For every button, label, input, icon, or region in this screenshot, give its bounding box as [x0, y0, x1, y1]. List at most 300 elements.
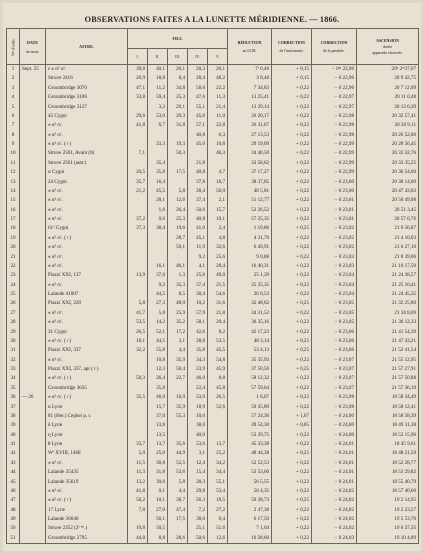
row-number: 41: [7, 440, 20, 449]
fil-1: 33,8: [128, 93, 148, 102]
row-date: [20, 440, 46, 449]
row-correction-instrument: + 0,22: [272, 168, 312, 177]
row-star: Lalande 35435: [46, 468, 128, 477]
fil-4: 25,1: [188, 524, 208, 533]
row-number: 28: [7, 318, 20, 327]
fil-2: 38,4: [148, 224, 168, 233]
table-row: [7, 346, 419, 355]
fil-1: [128, 206, 148, 215]
row-correction-pendule: − 0 24,00: [312, 431, 357, 440]
row-ascension: 18 49 31,38: [357, 421, 419, 430]
row-correction-instrument: + 0,25: [272, 365, 312, 374]
fil-3: 50,4: [168, 365, 188, 374]
row-ascension: 20 28 56,45: [357, 140, 419, 149]
fil-1: 5,8: [128, 299, 148, 308]
row-date: — 26: [20, 393, 46, 402]
observations-table: [6, 28, 419, 544]
row-ascension: 20 11 0,48: [357, 93, 419, 102]
fil-4: 42,6: [188, 328, 208, 337]
fil-5: 18,7: [208, 178, 228, 187]
fil-1: 47,1: [128, 84, 148, 93]
row-correction-instrument: + 0,22: [272, 271, 312, 280]
row-date: [20, 374, 46, 383]
header-correction-instrument: CORRECTION de l'instrument.: [272, 29, 312, 65]
row-correction-instrument: + 0,22: [272, 374, 312, 383]
fil-4: 28,4: [188, 74, 208, 83]
row-correction-pendule: − 0 24,02: [312, 487, 357, 496]
fil-5: 34,4: [208, 468, 228, 477]
fil-3: 3,1: [168, 337, 188, 346]
fil-2: 37,0: [148, 412, 168, 421]
row-star: ⁎ α² σ/.: [46, 253, 128, 262]
fil-3: 55,3: [168, 412, 188, 421]
row-date: [20, 421, 46, 430]
fil-1: 7,8: [128, 506, 148, 515]
row-star: δ Lyræ: [46, 421, 128, 430]
table-row: [7, 149, 419, 158]
table-row: [7, 131, 419, 140]
row-correction-instrument: + 0,22: [272, 253, 312, 262]
row-reduction: 10 28,60: [228, 534, 272, 544]
row-correction-pendule: − 0 24,02: [312, 515, 357, 524]
fil-5: 49,0: [208, 271, 228, 280]
row-correction-instrument: + 0,22: [272, 215, 312, 224]
row-correction-pendule: − 0 22,96: [312, 74, 357, 83]
row-ascension: 18 53 15,96: [357, 431, 419, 440]
header-fils: FILS.: [128, 29, 228, 49]
row-correction-instrument: + 0,22: [272, 103, 312, 112]
fil-3: 47,4: [168, 506, 188, 515]
row-ascension: 18 58 58,39: [357, 412, 419, 421]
table-row: [7, 309, 419, 318]
row-correction-pendule: − 0 23,04: [312, 281, 357, 290]
fil-2: 37,6: [148, 271, 168, 280]
table-row: [7, 253, 419, 262]
row-number: 46: [7, 487, 20, 496]
fil-1: 50,3: [128, 374, 148, 383]
fil-2: 12,3: [148, 365, 168, 374]
row-ascension: 20 33 32,76: [357, 149, 419, 158]
row-correction-instrument: + 0,85: [272, 421, 312, 430]
fil-1: [128, 253, 148, 262]
fil-1: 19,8: [128, 524, 148, 533]
row-star: ⁎ α² σ/.: [46, 356, 128, 365]
fil-2: 0,1: [148, 487, 168, 496]
row-date: [20, 290, 46, 299]
row-reduction: 56 5,55: [228, 478, 272, 487]
row-correction-pendule: − 0 23,04: [312, 290, 357, 299]
fil-2: 35,4: [148, 159, 168, 168]
row-reduction: 25 35,35: [228, 281, 272, 290]
row-reduction: 16 40,31: [228, 262, 272, 271]
row-number: 33: [7, 365, 20, 374]
table-row: [7, 487, 419, 496]
row-number: 11: [7, 159, 20, 168]
row-correction-instrument: + 0,22: [272, 384, 312, 393]
row-correction-instrument: + 0,22: [272, 149, 312, 158]
table-row: [7, 74, 419, 83]
fil-3: 44,9: [168, 449, 188, 458]
row-correction-pendule: − 0 23,03: [312, 253, 357, 262]
row-number: 6: [7, 112, 20, 121]
fil-2: 16,4: [148, 178, 168, 187]
row-date: [20, 206, 46, 215]
row-star: ⁎ α² σ/.: [46, 243, 128, 252]
row-ascension: 21 47 43,21: [357, 337, 419, 346]
table-row: [7, 468, 419, 477]
row-ascension: 18 48 21,50: [357, 449, 419, 458]
row-correction-pendule: − 0 22,98: [312, 121, 357, 130]
row-ascension: 21 57 27,91: [357, 365, 419, 374]
row-number: 42: [7, 449, 20, 458]
row-date: [20, 178, 46, 187]
row-correction-instrument: + 0,22: [272, 393, 312, 402]
row-correction-instrument: + 0,22: [272, 131, 312, 140]
row-correction-pendule: − 0 24,00: [312, 412, 357, 421]
row-date: [20, 328, 46, 337]
fil-5: 11,3: [208, 93, 228, 102]
row-star: Piazzi XXI, 337, apr (♀): [46, 365, 128, 374]
row-number: 45: [7, 478, 20, 487]
row-date: [20, 337, 46, 346]
header-reduction: RÉDUCTION au fil III.: [228, 29, 272, 65]
row-number: 44: [7, 468, 20, 477]
fil-4: 23,9: [188, 365, 208, 374]
fil-5: 51,6: [208, 524, 228, 533]
row-correction-pendule: − 0 22,98: [312, 131, 357, 140]
row-star: Struve 2416: [46, 74, 128, 83]
fil-3: [168, 253, 188, 262]
row-reduction: 42 17,23: [228, 328, 272, 337]
row-ascension: 21 32 25,80: [357, 299, 419, 308]
row-correction-pendule: − 0 23,01: [312, 196, 357, 205]
table-row: [7, 93, 419, 102]
row-star: 31 Cygni: [46, 328, 128, 337]
row-correction-pendule: − 0 24,02: [312, 506, 357, 515]
row-reduction: 26 8,53: [228, 290, 272, 299]
fil-5: 46,3: [208, 149, 228, 158]
row-star: Struve 2501 (autr.): [46, 159, 128, 168]
header-date: DATE du mois.: [20, 29, 46, 65]
fil-4: 22,4: [188, 384, 208, 393]
fil-4: 28,4: [188, 187, 208, 196]
fil-4: 58,6: [188, 84, 208, 93]
row-correction-pendule: − 0 24,03: [312, 534, 357, 544]
row-star: ⁎ α² σ/.: [46, 196, 128, 205]
fil-5: 12,6: [208, 534, 228, 544]
fil-4: 55,1: [188, 103, 208, 112]
fil-3: 35,2: [168, 318, 188, 327]
fil-4: 50,6: [188, 534, 208, 544]
row-reduction: 57 25,35: [228, 215, 272, 224]
row-reduction: 36 35,16: [228, 318, 272, 327]
row-star: ε ⁎ α² σ/.: [46, 65, 128, 75]
row-date: [20, 431, 46, 440]
table-row: [7, 299, 419, 308]
fil-3: 20,3: [168, 112, 188, 121]
fil-3: 8,4: [168, 74, 188, 83]
row-number: 47: [7, 496, 20, 505]
fil-1: [128, 281, 148, 290]
fil-4: 50,6: [188, 206, 208, 215]
fil-4: 21,8: [188, 159, 208, 168]
row-correction-instrument: + 0,22: [272, 309, 312, 318]
row-correction-instrument: + 0,22: [272, 159, 312, 168]
fil-4: 41,0: [188, 224, 208, 233]
fil-4: 29,8: [188, 487, 208, 496]
table-row: [7, 478, 419, 487]
row-date: [20, 121, 46, 130]
row-reduction: 59 35,89: [228, 403, 272, 412]
fil-2: 14,2: [148, 318, 168, 327]
fil-3: 35,3: [168, 281, 188, 290]
fil-2: 11,2: [148, 84, 168, 93]
fil-3: 5,8: [168, 187, 188, 196]
row-star: Groombridge 3635: [46, 384, 128, 393]
row-ascension: 19 5 53,70: [357, 515, 419, 524]
fil-1: 20,9: [128, 74, 148, 83]
fil-5: [208, 412, 228, 421]
row-date: [20, 487, 46, 496]
row-number: 2: [7, 74, 20, 83]
row-date: [20, 84, 46, 93]
row-correction-instrument: + 0,22: [272, 515, 312, 524]
row-star: ⁎ α² σ/.: [46, 281, 128, 290]
row-star: ⁎ α² σ/. (♀): [46, 496, 128, 505]
fil-2: 25,0: [148, 449, 168, 458]
row-correction-pendule: − 0 23,01: [312, 206, 357, 215]
row-correction-pendule: − 0 24,02: [312, 496, 357, 505]
row-ascension: 18 55 40,79: [357, 478, 419, 487]
header-num: Nᵒˢ d'ordre.: [7, 29, 20, 65]
fil-2: 45,5: [148, 187, 168, 196]
table-row: [7, 271, 419, 280]
row-star: ⁎ α² σ/.: [46, 187, 128, 196]
fil-4: 9,2: [188, 253, 208, 262]
fil-5: 45,9: [208, 365, 228, 374]
fil-3: [168, 524, 188, 533]
row-correction-instrument: + 0,25: [272, 496, 312, 505]
fil-2: 35,8: [148, 384, 168, 393]
row-reduction: 58 4,35: [228, 487, 272, 496]
fil-3: 34,8: [168, 84, 188, 93]
fil-1: 37,2: [128, 215, 148, 224]
fil-4: 12,4: [188, 459, 208, 468]
header-fil-4: IV.: [188, 49, 208, 65]
row-reduction: 38 37,85: [228, 178, 272, 187]
fil-3: 17,2: [168, 328, 188, 337]
row-reduction: 59 38,73: [228, 496, 272, 505]
row-correction-instrument: + 0,25: [272, 299, 312, 308]
fil-1: [128, 243, 148, 252]
fil-4: 10,0: [188, 412, 208, 421]
row-correction-pendule: − 0 23,98: [312, 393, 357, 402]
row-correction-instrument: + 0,15: [272, 74, 312, 83]
row-reduction: 53 39,75: [228, 431, 272, 440]
table-row: [7, 506, 419, 515]
row-correction-pendule: − 0 23,07: [312, 374, 357, 383]
fil-4: 40,8: [188, 131, 208, 140]
row-star: ⁎ α² σ/. (♀): [46, 337, 128, 346]
fil-3: [168, 431, 188, 440]
fil-5: 8,8: [208, 374, 228, 383]
row-date: [20, 168, 46, 177]
row-correction-instrument: + 0,22: [272, 431, 312, 440]
table-row: [7, 196, 419, 205]
row-correction-pendule: − 0 24,01: [312, 459, 357, 468]
fil-3: 17,5: [168, 168, 188, 177]
row-number: 12: [7, 168, 20, 177]
row-reduction: 4 31,70: [228, 234, 272, 243]
table-row: [7, 224, 419, 233]
row-correction-pendule: − 0 23,98: [312, 403, 357, 412]
row-star: 24 Cygni: [46, 178, 128, 187]
row-date: [20, 196, 46, 205]
row-reduction: 52 52,53: [228, 459, 272, 468]
fil-3: 46,1: [168, 262, 188, 271]
row-ascension: 19 6 37,35: [357, 524, 419, 533]
fil-2: 44,5: [148, 290, 168, 299]
row-star: Groombridge 3127: [46, 103, 128, 112]
row-date: [20, 356, 46, 365]
fil-5: 10,1: [208, 215, 228, 224]
row-reduction: 32 48,62: [228, 299, 272, 308]
row-number: 48: [7, 506, 20, 515]
row-ascension: 18 57 40,60: [357, 487, 419, 496]
row-correction-instrument: + 0,22: [272, 196, 312, 205]
fil-3: 52,5: [168, 459, 188, 468]
row-correction-instrument: + 0,22: [272, 290, 312, 299]
row-correction-instrument: + 0,22: [272, 468, 312, 477]
row-number: 27: [7, 309, 20, 318]
row-reduction: 35 35,93: [228, 356, 272, 365]
table-body: [7, 65, 419, 544]
row-date: [20, 253, 46, 262]
fil-2: 40,1: [148, 65, 168, 75]
row-correction-pendule: − 0 22,97: [312, 93, 357, 102]
fil-5: 54,8: [208, 356, 228, 365]
row-correction-pendule: − 0 23,05: [312, 309, 357, 318]
fil-5: 45,5: [208, 346, 228, 355]
table-row: [7, 496, 419, 505]
fil-4: 40,0: [188, 431, 208, 440]
fil-5: 31,6: [208, 299, 228, 308]
row-number: 10: [7, 149, 20, 158]
row-correction-pendule: − 0 22,99: [312, 149, 357, 158]
fil-4: 37,4: [188, 196, 208, 205]
fil-3: [168, 421, 188, 430]
row-date: [20, 524, 46, 533]
row-star: 81 (Her.) Cephei p. t.: [46, 412, 128, 421]
row-reduction: 1 6,07: [228, 393, 272, 402]
fil-2: [148, 234, 168, 243]
row-number: 19: [7, 234, 20, 243]
row-number: 36: [7, 393, 20, 402]
row-date: [20, 318, 46, 327]
row-correction-instrument: + 1,67: [272, 412, 312, 421]
fil-1: 21,2: [128, 187, 148, 196]
row-date: [20, 534, 46, 544]
row-date: [20, 243, 46, 252]
row-reduction: 2 47,38: [228, 506, 272, 515]
fil-2: 5,8: [148, 309, 168, 318]
row-star: ⁎ α² σ/.: [46, 262, 128, 271]
fil-5: 53,4: [208, 487, 228, 496]
fil-2: 39,6: [148, 478, 168, 487]
fil-3: 38,7: [168, 496, 188, 505]
fil-2: 13,7: [148, 440, 168, 449]
row-star: Groombridge 3070: [46, 84, 128, 93]
table-row: [7, 168, 419, 177]
fil-3: 50,3: [168, 149, 188, 158]
table-row: [7, 365, 419, 374]
row-star: 17 Lyræ: [46, 506, 128, 515]
table-row: [7, 431, 419, 440]
row-ascension: 18 58 12,41: [357, 403, 419, 412]
row-date: [20, 159, 46, 168]
fil-1: 20,5: [128, 168, 148, 177]
fil-2: 3,2: [148, 103, 168, 112]
table-row: [7, 459, 419, 468]
fil-2: 52,1: [148, 328, 168, 337]
fil-3: 35,9: [168, 403, 188, 412]
row-correction-pendule: − 0 23,06: [312, 328, 357, 337]
fil-3: 19,3: [168, 140, 188, 149]
row-reduction: 58 12,32: [228, 374, 272, 383]
fil-4: 28,8: [188, 337, 208, 346]
row-reduction: 53 53,60: [228, 468, 272, 477]
row-reduction: 57 24,36: [228, 412, 272, 421]
row-star: Groombridge 3106: [46, 93, 128, 102]
row-number: 50: [7, 524, 20, 533]
row-number: 35: [7, 384, 20, 393]
fil-1: [128, 196, 148, 205]
row-date: [20, 459, 46, 468]
fil-4: 11,9: [188, 243, 208, 252]
fil-2: 28,1: [148, 196, 168, 205]
table-row: [7, 290, 419, 299]
header-astre: ASTRE.: [46, 29, 128, 65]
row-number: 31: [7, 346, 20, 355]
row-ascension: 20 32 57,41: [357, 112, 419, 121]
row-reduction: 48 3,14: [228, 337, 272, 346]
row-correction-instrument: + 0,22: [272, 478, 312, 487]
table-row: [7, 534, 419, 544]
row-date: [20, 215, 46, 224]
row-ascension: 20ʰ 2ᵐ37,67: [357, 65, 419, 75]
fil-5: 55,1: [208, 478, 228, 487]
fil-1: 13,9: [128, 271, 148, 280]
row-ascension: 20 51 3,45: [357, 206, 419, 215]
fil-5: 4,8: [208, 234, 228, 243]
fil-2: 53,0: [148, 112, 168, 121]
row-star: θ Lyræ: [46, 440, 128, 449]
row-correction-instrument: + 0,22: [272, 506, 312, 515]
table-row: [7, 403, 419, 412]
fil-4: 35,8: [188, 346, 208, 355]
row-correction-pendule: − 0 23,02: [312, 243, 357, 252]
table-row: [7, 356, 419, 365]
table-row: [7, 412, 419, 421]
fil-4: 57,9: [188, 309, 208, 318]
row-correction-pendule: − 0 23,06: [312, 346, 357, 355]
row-number: 8: [7, 131, 20, 140]
fil-1: [128, 159, 148, 168]
fil-4: 37,8: [188, 178, 208, 187]
fil-3: [168, 159, 188, 168]
fil-5: 10,8: [208, 140, 228, 149]
row-correction-pendule: − 0 24,01: [312, 449, 357, 458]
